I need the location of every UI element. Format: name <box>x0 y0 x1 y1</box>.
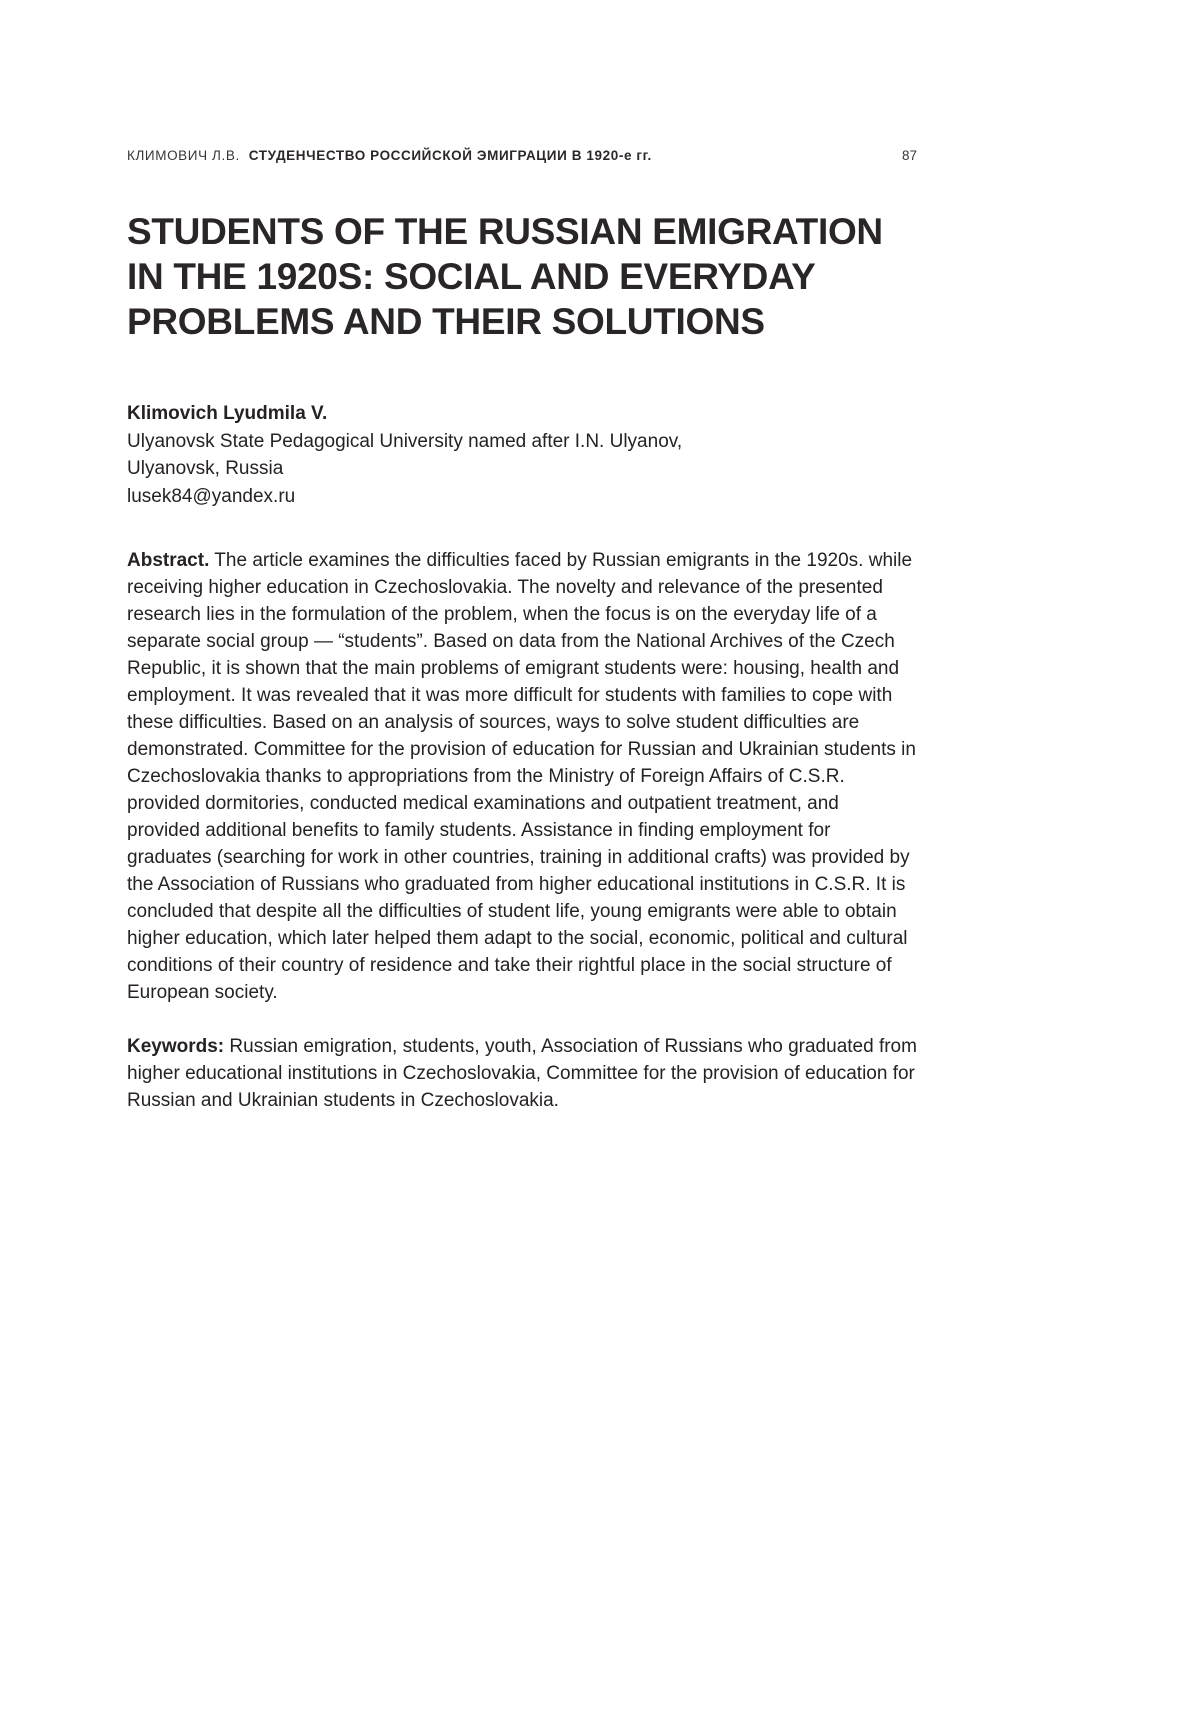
running-header-text <box>127 148 652 163</box>
author-affiliation: Ulyanovsk State Pedagogical University named after I.N. Ulyanov, <box>127 430 683 452</box>
running-header-author: КЛИМОВИЧ Л.В. <box>127 148 240 163</box>
keywords-paragraph <box>127 1033 917 1114</box>
abstract-text: The article examines the difficulties faced by Russian emigrants in the 1920s. while receiving higher education in Czechoslovakia. The novelty and relevance of the presented research lies in the formulation of the problem, when the focus is on the everyday life of a separate social group — “students”. Based on data from the National Archives of the Czech Republic, it is shown that the main problems of emigrant students were: housing, health and employment. It was revealed that it was more difficult for students with families to cope with these difficulties. Based on an analysis of sources, ways to solve student difficulties are demonstrated. Committee for the provision of education for Russian and Ukrainian students in Czechoslovakia thanks to appropriations from the Ministry of Foreign Affairs of C.S.R. provided dormitories, conducted medical examinations and outpatient treatment, and provided additional benefits to family students. Assistance in finding employment for graduates (searching for work in other countries, training in additional crafts) was provided by the Association of Russians who graduated from higher educational institutions in C.S.R. It is concluded that despite all the difficulties of student life, young emigrants were able to obtain higher education, which later helped them adapt to the social, economic, political and cultural conditions of their country of residence and take their rightful place in the social structure of European society. <box>127 550 916 1003</box>
running-header <box>127 148 917 163</box>
article-title-line-3: PROBLEMS AND THEIR SOLUTIONS <box>127 301 765 342</box>
author-block <box>127 400 917 510</box>
article-title-line-2: IN THE 1920S: SOCIAL AND EVERYDAY <box>127 256 816 297</box>
page-content <box>127 148 917 1114</box>
author-email: lusek84@yandex.ru <box>127 485 296 507</box>
article-title <box>127 209 917 344</box>
author-name: Klimovich Lyudmila V. <box>127 403 328 424</box>
abstract-paragraph <box>127 547 917 1006</box>
author-location: Ulyanovsk, Russia <box>127 458 284 479</box>
abstract-label: Abstract. <box>127 550 210 571</box>
keywords-text: Russian emigration, students, youth, Association of Russians who graduated from higher educational institutions in Czechoslovakia, Committee for the provision of education for Russian and Ukrainian students in Czechoslovakia. <box>127 1036 917 1111</box>
article-title-line-1: STUDENTS OF THE RUSSIAN EMIGRATION <box>127 211 883 252</box>
keywords-label: Keywords: <box>127 1036 225 1057</box>
running-header-title: СТУДЕНЧЕСТВО РОССИЙСКОЙ ЭМИГРАЦИИ В 1920-е гг. <box>248 148 652 163</box>
page-number: 87 <box>901 148 917 163</box>
